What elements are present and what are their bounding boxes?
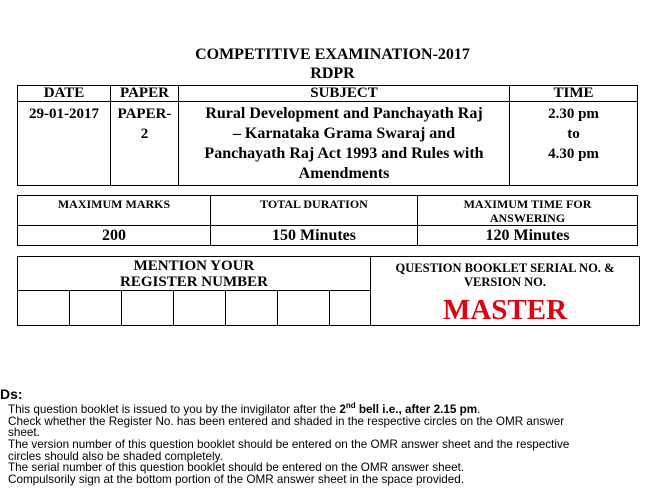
register-digit-box[interactable]: [70, 291, 122, 326]
register-table: [17, 256, 640, 326]
master-label: MASTER: [442, 294, 568, 326]
mention-register-header: [18, 257, 371, 291]
subject-line-4: Amendments: [298, 165, 390, 182]
register-digit-box[interactable]: [330, 291, 371, 326]
subject-value: [179, 102, 510, 186]
instruction-5: Compulsorily sign at the bottom portion of the OMR answer sheet in the space provided.: [8, 473, 465, 487]
marks-table: [17, 195, 638, 246]
time-to: to: [567, 126, 580, 142]
duration-value: 150 Minutes: [211, 226, 418, 246]
time-end: 4.30 pm: [548, 146, 599, 162]
instruction-1-bell-number: 2: [339, 402, 346, 416]
instruction-1-end: .: [477, 402, 481, 416]
subject-line-3: Panchayath Raj Act 1993 and Rules with: [204, 145, 484, 162]
serial-version-cell: [371, 257, 640, 326]
exam-title: COMPETITIVE EXAMINATION-2017: [195, 46, 470, 63]
mention-line-2: REGISTER NUMBER: [120, 273, 268, 290]
time-value: [510, 102, 638, 186]
paper-value: [111, 102, 179, 186]
time-start: 2.30 pm: [548, 106, 599, 122]
duration-header: TOTAL DURATION: [211, 196, 418, 226]
time-header: TIME: [510, 86, 638, 102]
register-digit-box[interactable]: [174, 291, 226, 326]
instruction-3a: The version number of this question booklet should be entered on the OMR answer sheet and the respective: [8, 438, 570, 451]
register-digit-box[interactable]: [122, 291, 174, 326]
serial-line-2: VERSION NO.: [464, 275, 546, 289]
register-digit-box[interactable]: [278, 291, 330, 326]
paper-line-2: 2: [140, 126, 149, 142]
max-time-header-line-2: ANSWERING: [489, 211, 566, 225]
instruction-1-ordinal: nd: [345, 401, 356, 410]
instruction-3b: circles should also be shaded completely.: [8, 449, 223, 463]
max-time-value: 120 Minutes: [418, 226, 638, 246]
register-digit-box[interactable]: [226, 291, 278, 326]
instruction-1-bell-time: bell i.e., after 2.15 pm: [355, 402, 478, 416]
serial-line-1: QUESTION BOOKLET SERIAL NO. &: [395, 261, 615, 275]
exam-info-table: [17, 85, 638, 186]
mention-line-1: MENTION YOUR: [133, 257, 255, 274]
max-time-header: [418, 196, 638, 226]
register-digit-box[interactable]: [18, 291, 70, 326]
exam-subtitle: RDPR: [310, 65, 355, 82]
subject-line-2: – Karnataka Grama Swaraj and: [232, 125, 456, 142]
instruction-2a: Check whether the Register No. has been entered and shaded in the respective circles on the OMR answer: [8, 414, 565, 428]
instruction-4: The serial number of this question booklet should be entered on the OMR answer sheet.: [8, 461, 465, 475]
date-header: DATE: [18, 86, 111, 102]
date-value: [18, 102, 111, 186]
instructions-list: [8, 400, 658, 486]
subject-header: SUBJECT: [179, 86, 510, 102]
subject-line-1: Rural Development and Panchayath Raj: [205, 105, 483, 122]
date-text: 29-01-2017: [29, 106, 99, 122]
max-marks-header: MAXIMUM MARKS: [18, 196, 211, 226]
max-marks-value: 200: [18, 226, 211, 246]
paper-header: PAPER: [111, 86, 179, 102]
instruction-1-text: This question booklet is issued to you by the invigilator after the: [8, 402, 340, 416]
instruction-1: [8, 400, 658, 416]
paper-line-1: PAPER-: [117, 106, 172, 122]
instruction-2b: sheet.: [8, 426, 40, 440]
max-time-header-line-1: MAXIMUM TIME FOR: [463, 197, 592, 211]
instructions-heading: Ds:: [0, 386, 23, 402]
